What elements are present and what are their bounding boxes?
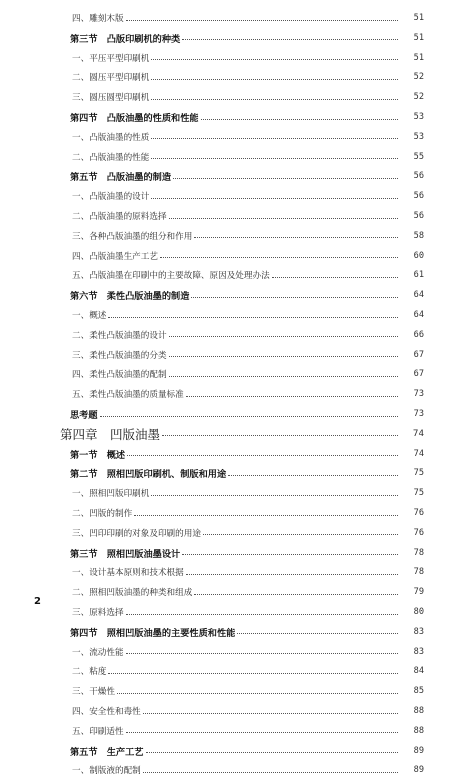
toc-entry-title: 四、安全性和毒性 <box>72 707 141 717</box>
toc-entry <box>0 345 456 365</box>
dot-leader <box>117 693 398 694</box>
toc-entry <box>0 87 456 107</box>
toc-entry-page: 67 <box>413 349 424 360</box>
dot-leader <box>173 178 398 179</box>
toc-entry <box>0 503 456 523</box>
toc-entry <box>0 463 456 483</box>
toc-entry <box>0 285 456 305</box>
dot-leader <box>160 257 398 258</box>
dot-leader <box>201 119 398 120</box>
dot-leader <box>169 356 398 357</box>
page-number: 2 <box>34 596 41 607</box>
dot-leader <box>151 79 398 80</box>
toc-entry <box>0 305 456 325</box>
toc-entry-title: 一、凸版油墨的性质 <box>72 132 150 143</box>
toc-entry-title: 四、凸版油墨生产工艺 <box>72 251 158 262</box>
toc-entry-title: 第六节 柔性凸版油墨的制造 <box>70 291 190 303</box>
dot-leader <box>151 99 398 100</box>
toc-entry-title: 二、柔性凸版油墨的设计 <box>72 330 167 341</box>
toc-entry-page: 55 <box>413 151 424 162</box>
dot-leader <box>126 653 398 654</box>
toc-entry-page: 64 <box>413 310 424 320</box>
dot-leader <box>186 574 398 575</box>
toc-entry-page: 56 <box>413 171 424 182</box>
toc-entry <box>0 325 456 345</box>
toc-entry-page: 61 <box>413 270 424 281</box>
toc-entry-page: 67 <box>413 369 424 380</box>
toc-entry-title: 第四节 凸版油墨的性质和性能 <box>70 113 199 124</box>
toc-entry <box>0 48 456 68</box>
toc-entry <box>0 364 456 384</box>
toc-entry-page: 53 <box>413 131 424 142</box>
toc-entry-page: 89 <box>413 765 424 776</box>
toc-entry <box>0 246 456 266</box>
toc-entry <box>0 206 456 226</box>
toc-entry-page: 56 <box>413 191 424 202</box>
toc-entry-title: 四、柔性凸版油墨的配制 <box>72 370 167 381</box>
toc-entry <box>0 424 456 444</box>
toc-entry-title: 三、圆压圆型印刷机 <box>72 93 150 104</box>
toc-entry-title: 第一节 概述 <box>70 449 126 461</box>
toc-entry-title: 二、圆压平型印刷机 <box>72 73 150 84</box>
toc-entry-title: 一、概述 <box>72 311 107 321</box>
toc-entry <box>0 8 456 28</box>
toc-entry <box>0 622 456 642</box>
toc-entry <box>0 384 456 404</box>
toc-entry <box>0 28 456 48</box>
toc-entry <box>0 265 456 285</box>
dot-leader <box>182 39 398 40</box>
toc-entry-title: 三、柔性凸版油墨的分类 <box>72 350 167 361</box>
toc-entry <box>0 186 456 206</box>
dot-leader <box>151 158 398 159</box>
toc-entry-page: 83 <box>413 646 424 657</box>
dot-leader <box>191 297 398 298</box>
toc-entry-title: 四、雕刻木版 <box>72 14 124 24</box>
dot-leader <box>108 317 398 318</box>
dot-leader <box>182 554 398 555</box>
toc-entry-page: 74 <box>412 428 424 440</box>
dot-leader <box>143 772 398 773</box>
toc-entry-title: 第五节 凸版油墨的制造 <box>70 172 172 184</box>
toc-entry-title: 第五节 生产工艺 <box>70 746 144 758</box>
toc-entry-page: 89 <box>413 745 424 756</box>
toc-entry-page: 75 <box>413 488 424 499</box>
toc-entry <box>0 760 456 780</box>
toc-entry-title: 思考题 <box>70 410 98 421</box>
toc-entry <box>0 444 456 464</box>
toc-entry-title: 一、平压平型印刷机 <box>72 53 150 64</box>
dot-leader <box>162 435 398 436</box>
toc-entry <box>0 642 456 662</box>
toc-entry-title: 一、制版液的配制 <box>72 766 141 777</box>
toc-entry <box>0 681 456 701</box>
toc-entry-page: 84 <box>413 666 424 677</box>
dot-leader <box>169 336 398 337</box>
toc-entry-title: 二、凹版的制作 <box>72 509 133 519</box>
toc-entry-page: 51 <box>413 13 424 23</box>
dot-leader <box>126 732 398 733</box>
toc-entry <box>0 661 456 681</box>
toc-entry <box>0 701 456 721</box>
toc-entry-page: 74 <box>413 448 424 459</box>
dot-leader <box>143 713 398 714</box>
toc-entry-page: 51 <box>413 32 424 43</box>
dot-leader <box>194 594 398 595</box>
toc-entry-page: 88 <box>413 706 424 716</box>
dot-leader <box>169 376 398 377</box>
dot-leader <box>151 198 398 199</box>
toc-entry-page: 73 <box>413 389 424 400</box>
toc-entry-page: 78 <box>413 547 424 558</box>
toc-entry <box>0 166 456 186</box>
toc-entry-title: 二、照相凹版油墨的种类和组成 <box>72 588 193 599</box>
dot-leader <box>194 237 398 238</box>
dot-leader <box>151 495 398 496</box>
toc-entry-title: 五、印刷适性 <box>72 726 124 737</box>
dot-leader <box>237 633 398 634</box>
toc-entry <box>0 127 456 147</box>
toc-entry-page: 66 <box>413 329 424 340</box>
toc-entry-page: 76 <box>413 508 424 518</box>
toc-entry-page: 75 <box>413 468 424 479</box>
toc-entry-title: 第三节 凸版印刷机的种类 <box>70 33 181 45</box>
toc-entry <box>0 107 456 127</box>
toc-entry-title: 一、照相凹版印刷机 <box>72 489 150 500</box>
dot-leader <box>169 218 398 219</box>
toc-entry-title: 二、粘度 <box>72 667 107 678</box>
toc-entry <box>0 404 456 424</box>
toc-entry <box>0 67 456 87</box>
toc-entry-title: 第四章 凹版油墨 <box>60 426 161 442</box>
toc-entry <box>0 602 456 622</box>
dot-leader <box>134 515 398 516</box>
toc-entry-title: 三、干燥性 <box>72 687 115 698</box>
dot-leader <box>151 59 398 60</box>
toc-entry-page: 60 <box>413 250 424 261</box>
toc-entry-title: 五、凸版油墨在印刷中的主要故障、原因及处理办法 <box>72 271 270 282</box>
dot-leader <box>108 673 398 674</box>
dot-leader <box>151 138 398 139</box>
dot-leader <box>272 277 398 278</box>
toc-entry <box>0 562 456 582</box>
toc-entry-title: 第三节 照相凹版油墨设计 <box>70 548 181 560</box>
toc-entry-page: 53 <box>413 112 424 122</box>
toc-entry <box>0 543 456 563</box>
toc-entry <box>0 582 456 602</box>
toc-entry-page: 52 <box>413 72 424 83</box>
toc-entry-page: 78 <box>413 567 424 578</box>
toc-entry-title: 第二节 照相凹版印刷机、制版和用途 <box>70 469 227 481</box>
toc-entry <box>0 721 456 741</box>
toc-entry <box>0 741 456 761</box>
toc-entry-title: 一、凸版油墨的设计 <box>72 192 150 203</box>
dot-leader <box>146 752 399 753</box>
toc-entry-page: 79 <box>413 587 424 598</box>
toc-entry-page: 76 <box>413 527 424 538</box>
dot-leader <box>100 416 398 417</box>
toc-entry-page: 51 <box>413 52 424 63</box>
toc-entry-title: 二、凸版油墨的性能 <box>72 152 150 163</box>
toc-entry <box>0 226 456 246</box>
toc-entry-page: 80 <box>413 607 424 617</box>
toc-entry-page: 56 <box>413 211 424 221</box>
toc-entry-page: 88 <box>413 725 424 736</box>
dot-leader <box>126 20 398 21</box>
toc-entry-title: 五、柔性凸版油墨的质量标准 <box>72 390 184 401</box>
toc-entry-page: 58 <box>413 230 424 241</box>
toc-entry-title: 三、各种凸版油墨的组分和作用 <box>72 231 193 242</box>
toc-entry-page: 85 <box>413 686 424 697</box>
toc-entry-page: 83 <box>413 626 424 637</box>
dot-leader <box>126 614 398 615</box>
toc-entry-title: 二、凸版油墨的原料选择 <box>72 212 167 222</box>
toc-entry-page: 52 <box>413 92 424 103</box>
toc-entry <box>0 523 456 543</box>
toc-entry-title: 一、设计基本原则和技术根据 <box>72 568 184 579</box>
dot-leader <box>186 396 398 397</box>
toc-entry-title: 三、原料选择 <box>72 608 124 618</box>
dot-leader <box>228 475 398 476</box>
toc-entry <box>0 483 456 503</box>
toc-entry-title: 第四节 照相凹版油墨的主要性质和性能 <box>70 627 236 639</box>
dot-leader <box>203 534 398 535</box>
toc-entry-page: 64 <box>413 290 424 301</box>
dot-leader <box>127 455 398 456</box>
toc-entry <box>0 147 456 167</box>
toc-entry-title: 三、凹印印刷的对象及印刷的用途 <box>72 528 201 539</box>
toc-entry-page: 73 <box>413 409 424 419</box>
toc-entry-title: 一、流动性能 <box>72 647 124 658</box>
